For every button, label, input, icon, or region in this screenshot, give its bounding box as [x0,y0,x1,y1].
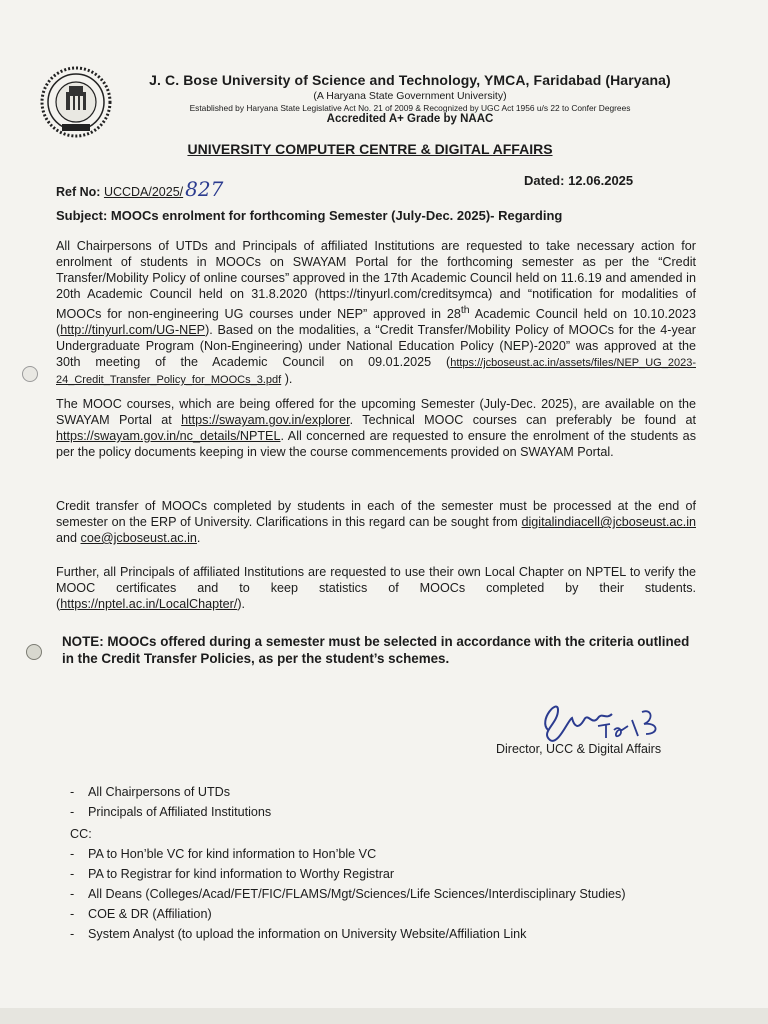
distribution-item: - Principals of Affiliated Institutions [70,802,730,822]
p1-text-b: Academic Council held on 10.10.2023 ( [56,307,696,338]
coe-email-link[interactable]: coe@jcboseust.ac.in [80,531,197,545]
signatory-designation: Director, UCC & Digital Affairs [496,742,662,756]
distribution-item: - All Chairpersons of UTDs [70,782,730,802]
p4-text-b: ). [237,597,246,611]
p2-text-b: . Technical MOOC courses can preferably be found at [349,413,697,427]
note-text: NOTE: MOOCs offered during a semester must be selected in accordance with the criteria outlined in the Credit Transfer Policies, as per the student’s schemes. [62,634,690,666]
cc-item: - All Deans (Colleges/Acad/FET/FIC/FLAMS/Mgt/Sciences/Life Sciences/Interdisciplinary Studies) [70,884,730,904]
p1-superscript: th [460,304,470,316]
university-subtitle: (A Haryana State Government University) [313,90,507,102]
page-bottom-edge [0,1008,768,1024]
cc-item: - PA to Hon’ble VC for kind information to Hon’ble VC [70,844,730,864]
punch-hole [22,366,38,382]
establishment-line: Established by Haryana State Legislative Act No. 21 of 2009 & Recognized by UGC Act 1956 u/s 22 to Confer Degrees [189,103,631,113]
ref-code: UCCDA/2025/ [103,185,184,199]
cc-item: - PA to Registrar for kind information to Worthy Registrar [70,864,730,884]
paragraph-3 [56,498,696,546]
p3-text-a: Credit transfer of MOOCs completed by students in each of the semester must be processed at the end of semester on the ERP of University. Clarifications in this regard can be sought from [56,499,696,529]
reference-number [56,177,223,201]
p3-text-c: . [196,531,201,545]
university-seal-logo [40,66,112,138]
p2-text-a: The MOOC courses, which are being offered for the upcoming Semester (July-Dec. 2025), are available on the SWAYAM Portal at [56,397,696,427]
paragraph-1 [56,238,696,388]
p2-text-c: . All concerned are requested to ensure the enrolment of the students as per the policy documents keeping in view the course commencements provided on SWAYAM Portal. [56,429,696,459]
nptel-local-chapter-link[interactable]: https://nptel.ac.in/LocalChapter/ [60,597,238,611]
handwritten-ref-number: 827 [185,177,224,201]
p1-text-a: All Chairpersons of UTDs and Principals of affiliated Institutions are requested to take necessary action for enrolment of students in MOOCs on SWAYAM Portal for the forthcoming semester as per the “Credit Transfer/Mobility Policy of online courses” approved in the 17th Academic Council held on 11.6.19 and amended in 20th Academic Council held on 31.8.2020 (https://tinyurl.com/creditsymca) and “notification for modalities of MOOCs for non-engineering UG courses under NEP” approved in 28 [56,239,696,322]
p1-text-d: ). [281,372,293,387]
date-value: 12.06.2025 [568,173,634,188]
paragraph-2 [56,396,696,460]
university-name: J. C. Bose University of Science and Technology, YMCA, Faridabad (Haryana) [149,72,671,88]
p1-text-c: ). Based on the modalities, a “Credit Transfer/Mobility Policy of MOOCs for the 4-year Undergraduate Program (Non-Engineering) under National Education Policy (NEP)-2020” was approved at the 30th meeting of the Academic Council on 09.01.2025 ( [56,323,696,370]
department-heading: UNIVERSITY COMPUTER CENTRE & DIGITAL AFFAIRS [187,141,553,157]
handwritten-signature [528,690,678,750]
p4-text-a: Further, all Principals of affiliated Institutions are requested to use their own Local Chapter on NPTEL to verify the MOOC certificates and to keep statistics of MOOCs completed by their students. ( [56,565,696,611]
digitalindia-email-link[interactable]: digitalindiacell@jcboseust.ac.in [521,515,696,529]
date-line [524,173,633,188]
nptel-details-link[interactable]: https://swayam.gov.in/nc_details/NPTEL [56,429,281,443]
cc-item: - COE & DR (Affiliation) [70,904,730,924]
dated-label: Dated: [524,173,565,188]
ref-label: Ref No: [56,185,101,199]
ug-nep-link[interactable]: http://tinyurl.com/UG-NEP [60,323,206,338]
credit-policy-link[interactable]: https://jcboseust.ac.in/assets/files/NEP_UG_2023-24_Credit_Transfer_Policy_for_MOOCs_3.pdf [56,357,696,387]
cc-label: CC: [70,827,92,841]
p3-text-b: and [56,531,81,545]
swayam-explorer-link[interactable]: https://swayam.gov.in/explorer [181,413,350,427]
paragraph-4 [56,564,696,612]
punch-hole [26,644,42,660]
subject-line: Subject: MOOCs enrolment for forthcoming Semester (July-Dec. 2025)- Regarding [56,208,563,223]
distribution-list [70,782,730,944]
accreditation-line: Accredited A+ Grade by NAAC [326,113,494,125]
cc-item: - System Analyst (to upload the information on University Website/Affiliation Link [70,924,730,944]
